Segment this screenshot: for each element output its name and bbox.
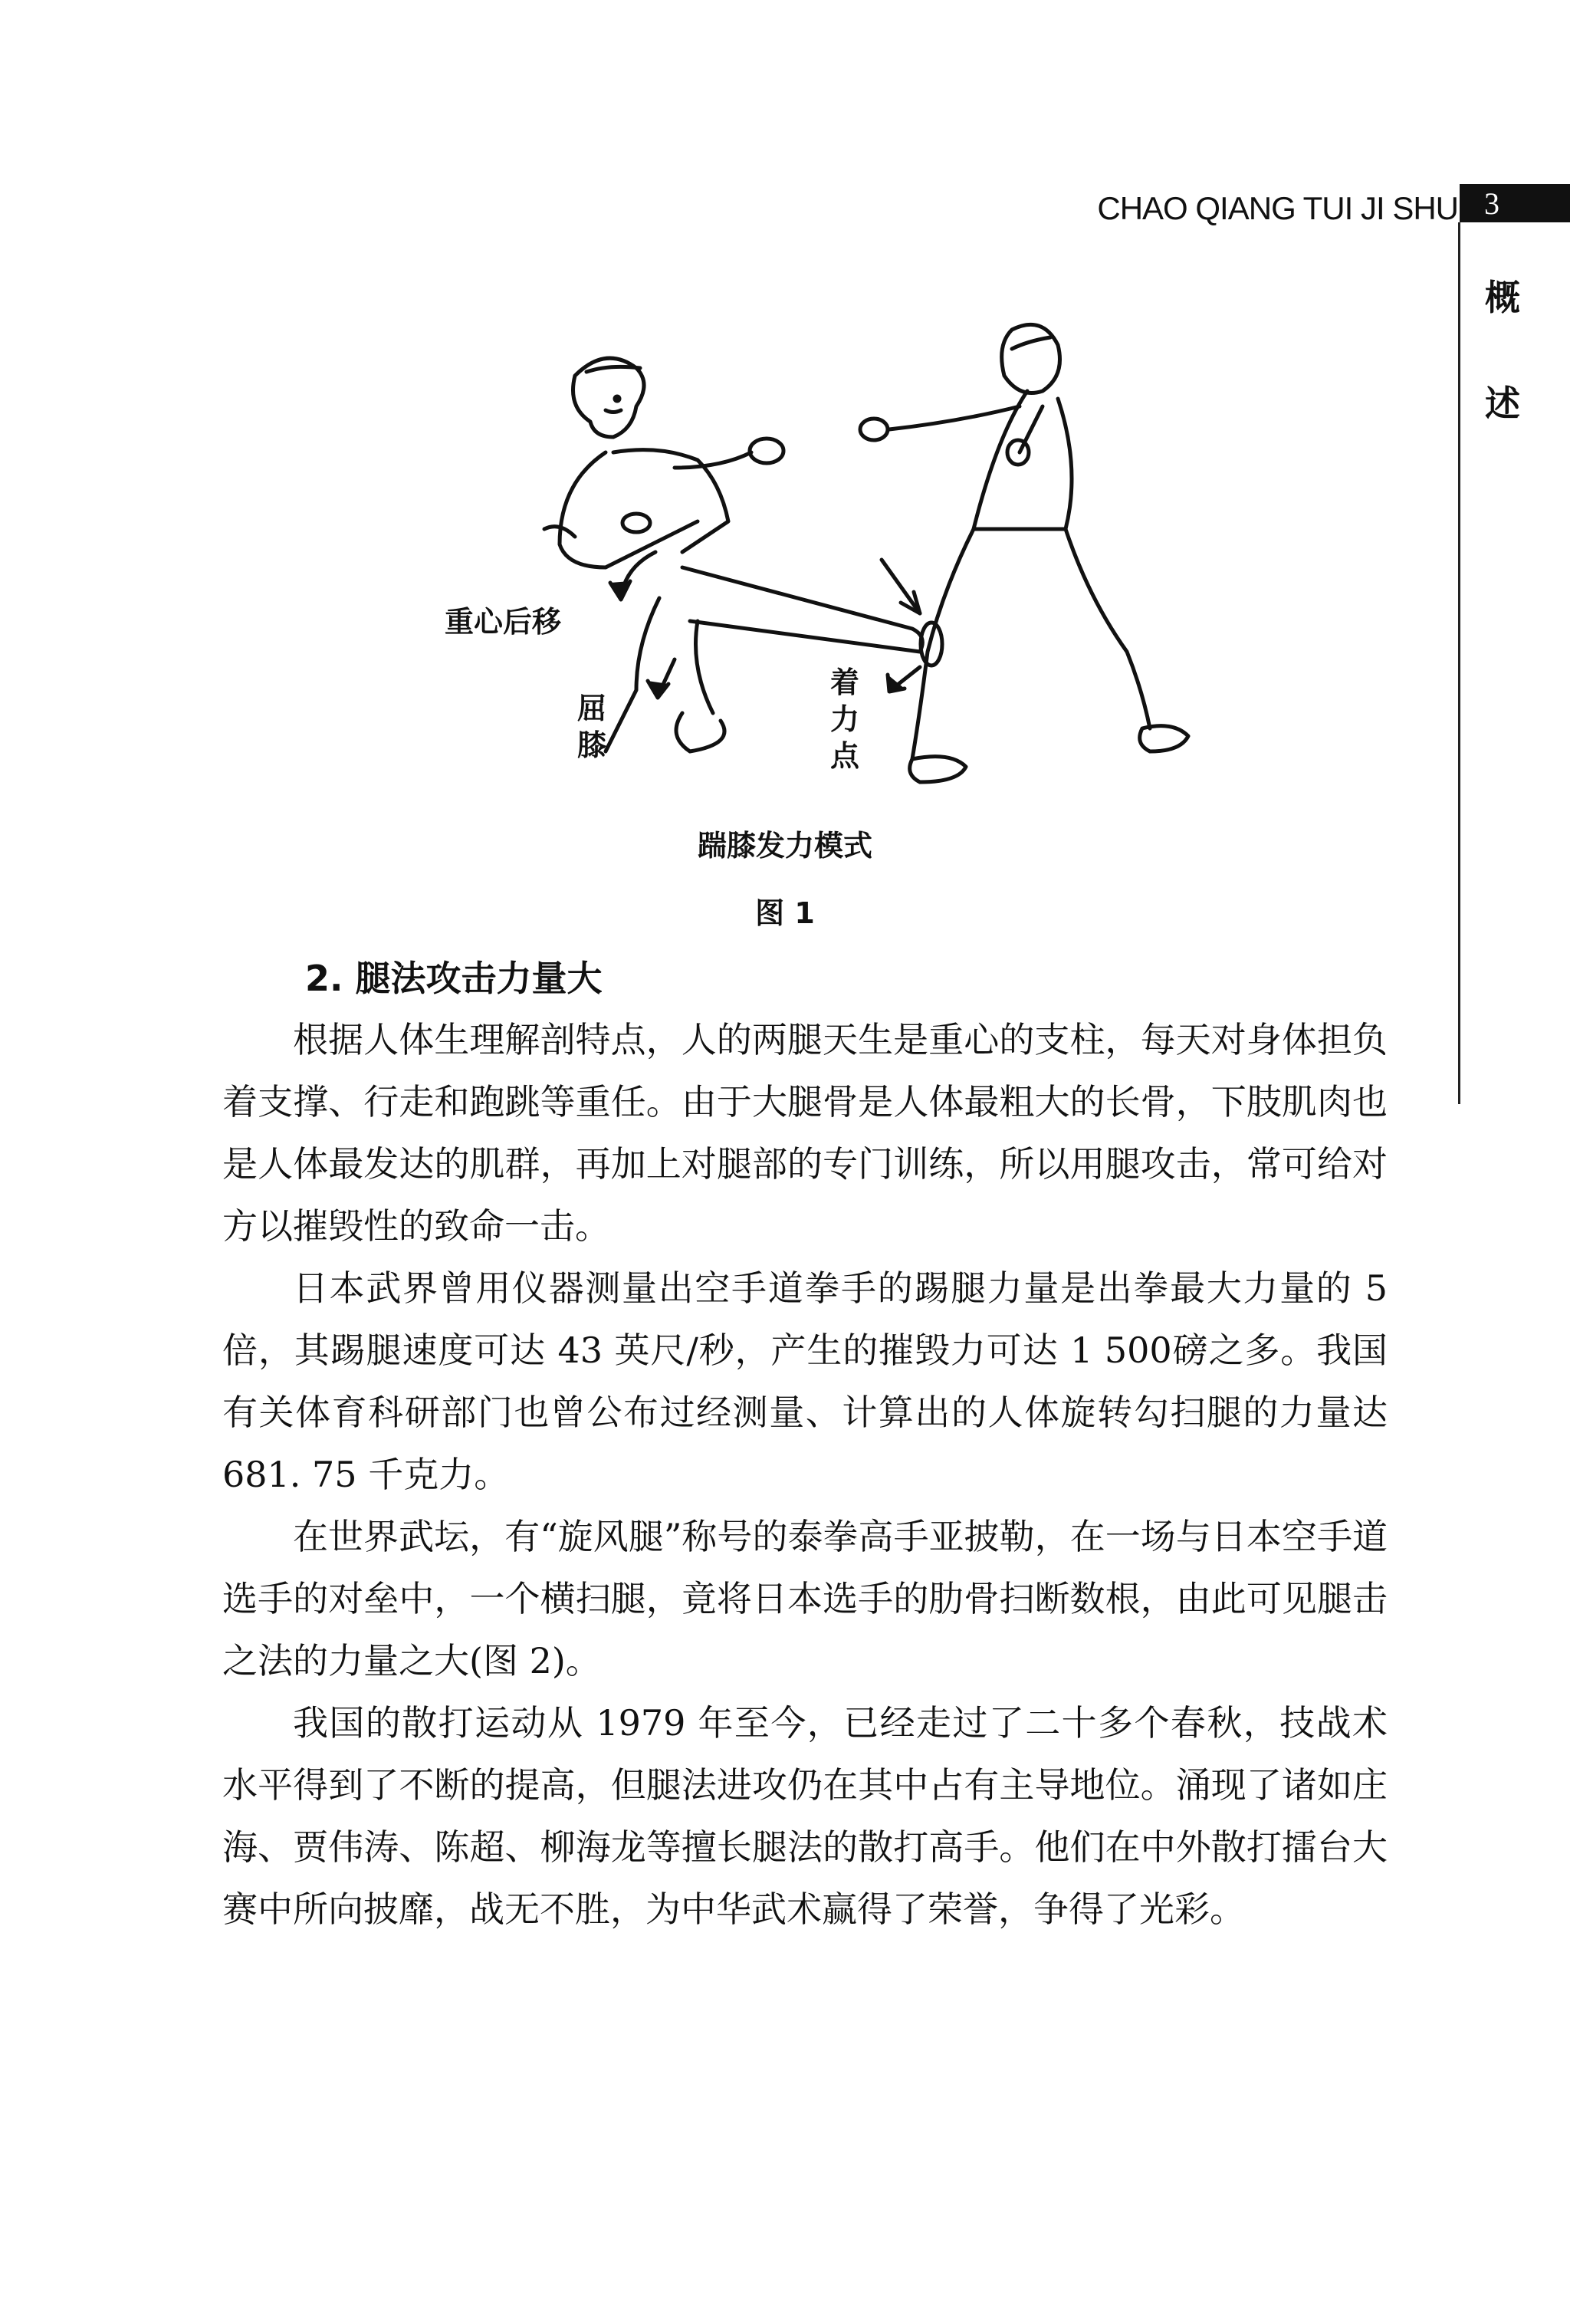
label-bent-knee: 屈膝 [576,692,606,762]
side-tab-char-2: 述 [1485,383,1520,424]
paragraph-4: 我国的散打运动从 1979 年至今，已经走过了二十多个春秋，技战术水平得到了不断的提高，但腿法进攻仍在其中占有主导地位。涌现了诸如庄海、贾伟涛、陈超、柳海龙等擅长腿法的散打高手。他们在中外散打擂台大赛中所向披靡，战无不胜，为中华武术赢得了荣誉，争得了光彩。 [222,1702,1388,1930]
body-text [222,1009,1388,1941]
paragraph-3: 在世界武坛，有“旋风腿”称号的泰拳高手亚披勒，在一场与日本空手道选手的对垒中，一个横扫腿，竟将日本选手的肋骨扫断数根，由此可见腿击之法的力量之大(图 2)。 [222,1516,1388,1681]
figure-kick-illustration [429,314,1196,790]
arrow-bent-knee [648,659,675,698]
side-tab-char-1: 概 [1485,277,1520,318]
label-center-shift: 重心后移 [445,605,562,639]
arrow-center-shift [610,552,655,600]
kick-illustration [429,314,1196,790]
arrow-contact-point [882,560,920,613]
section-heading: 2. 腿法攻击力量大 [305,958,603,999]
running-title: CHAO QIANG TUI JI SHU [1097,190,1458,226]
page-number: 3 [1460,184,1570,222]
defender-figure [860,324,1188,782]
header-rule [1458,222,1460,1104]
figure-number: 图 1 [755,896,815,930]
paragraph-1: 根据人体生理解剖特点，人的两腿天生是重心的支柱，每天对身体担负着支撑、行走和跑跳等重任。由于大腿骨是人体最粗大的长骨，下肢肌肉也是人体最发达的肌群，再加上对腿部的专门训练，所以用腿攻击，常可给对方以摧毁性的致命一击。 [222,1019,1388,1247]
label-contact-point: 着力点 [829,666,859,773]
arrow-contact-label [888,667,920,692]
figure-caption: 踹膝发力模式 [697,829,872,863]
paragraph-2: 日本武界曾用仪器测量出空手道拳手的踢腿力量是出拳最大力量的 5 倍，其踢腿速度可达 43 英尺/秒，产生的摧毁力可达 1 500磅之多。我国有关体育科研部门也曾公布过经测量、计算出的人体旋转勾扫腿的力量达 681. 75 千克力。 [222,1267,1388,1495]
